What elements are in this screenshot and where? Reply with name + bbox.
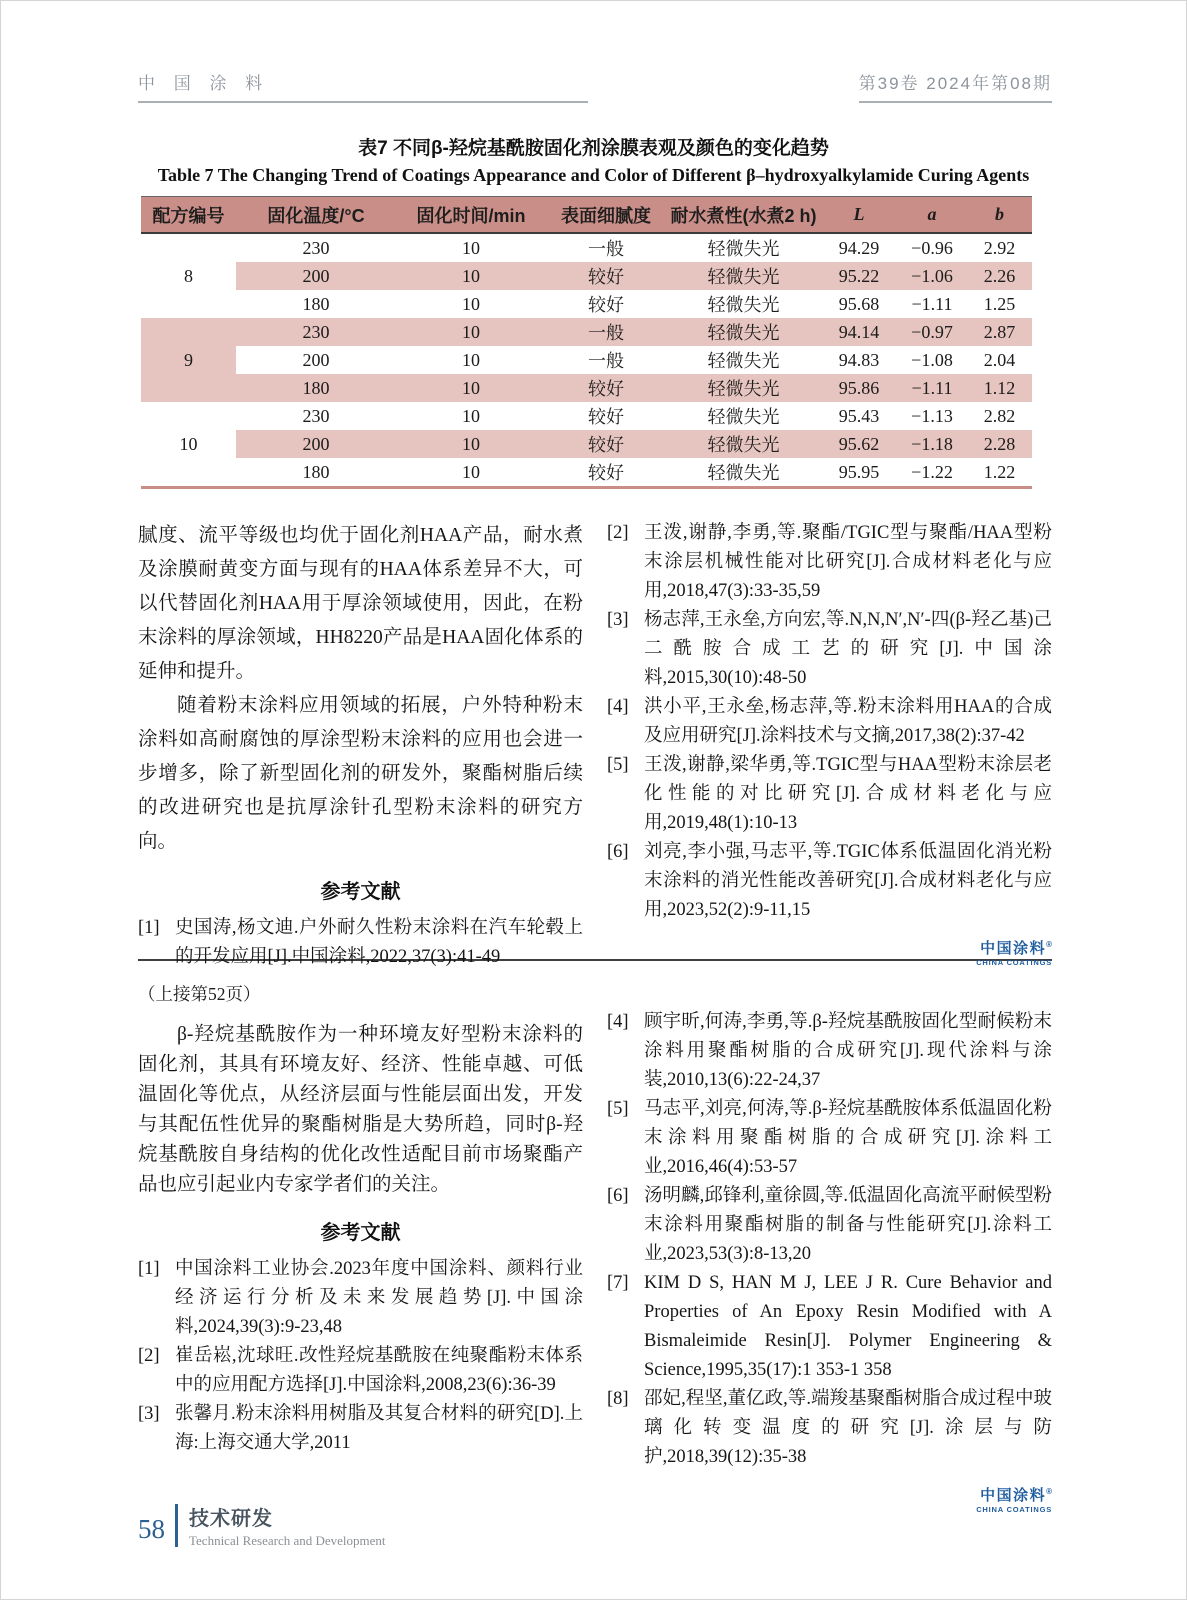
table-cell: 较好 <box>546 262 666 290</box>
reference-text: 邵妃,程坚,董亿政,等.端羧基聚酯树脂合成过程中玻璃化转变温度的研究[J].涂层与防护,2018,39(12):35-38 <box>644 1389 1052 1467</box>
reference-text: 中国涂料工业协会.2023年度中国涂料、颜料行业经济运行分析及未来发展趋势[J].中国涂料,2024,39(3):9-23,48 <box>175 1259 583 1337</box>
references-list <box>138 1255 583 1458</box>
table-cell: 95.86 <box>821 374 897 402</box>
reference-item <box>607 519 1052 606</box>
table-cell: 轻微失光 <box>666 262 821 290</box>
reference-index: [1] <box>138 1259 160 1279</box>
reference-index: [1] <box>138 918 160 938</box>
table-cell: 2.26 <box>967 262 1032 290</box>
table-cell: 10 <box>396 346 546 374</box>
logo-text-zh: 中国涂料® <box>980 1487 1052 1504</box>
table-cell: 2.82 <box>967 402 1032 430</box>
article2-left-column <box>138 1008 583 1514</box>
logo-text-en: CHINA COATINGS <box>976 1505 1052 1514</box>
table-cell: 一般 <box>546 233 666 262</box>
page-number: 58 <box>138 1514 165 1544</box>
reference-index: [5] <box>607 755 629 775</box>
table-cell: 轻微失光 <box>666 290 821 318</box>
table-cell: 一般 <box>546 346 666 374</box>
reference-item <box>607 751 1052 838</box>
table-cell: 200 <box>236 346 396 374</box>
section-title-en: Technical Research and Development <box>189 1533 386 1548</box>
footer-divider-bar <box>175 1504 178 1547</box>
table-cell: 200 <box>236 262 396 290</box>
reference-item <box>607 693 1052 751</box>
logo-text-zh: 中国涂料® <box>980 940 1052 957</box>
column-header: 耐水煮性(水煮2 h) <box>666 197 821 234</box>
table-cell: 10 <box>396 458 546 488</box>
table-cell: 2.87 <box>967 318 1032 346</box>
table-cell: −1.18 <box>897 430 967 458</box>
article1-right-column <box>607 519 1052 967</box>
reference-item <box>607 1385 1052 1472</box>
china-coatings-logo <box>607 1484 1052 1514</box>
article1 <box>138 519 1052 967</box>
table-cell: 轻微失光 <box>666 430 821 458</box>
column-header: a <box>897 197 967 234</box>
references-list <box>607 519 1052 925</box>
registered-mark-icon: ® <box>1046 940 1052 949</box>
column-header: b <box>967 197 1032 234</box>
body-paragraph: 随着粉末涂料应用领域的拓展，户外特种粉末涂料如高耐腐蚀的厚涂型粉末涂料的应用也会进一步增多，除了新型固化剂的研发外，聚酯树脂后续的改进研究也是抗厚涂针孔型粉末涂料的研究方向。 <box>138 695 583 852</box>
reference-item <box>607 1182 1052 1269</box>
table-cell: 2.04 <box>967 346 1032 374</box>
reference-index: [6] <box>607 842 629 862</box>
reference-item <box>607 1269 1052 1385</box>
reference-text: 马志平,刘亮,何涛,等.β-羟烷基酰胺体系低温固化粉末涂料用聚酯树脂的合成研究[J].涂料工业,2016,46(4):53-57 <box>644 1099 1052 1177</box>
formulation-cell: 9 <box>141 318 236 402</box>
issue-info: 第39卷 2024年第08期 <box>859 69 1052 103</box>
references-list <box>607 1008 1052 1472</box>
column-header: 配方编号 <box>141 197 236 234</box>
table-cell: 轻微失光 <box>666 233 821 262</box>
reference-text: 顾宇昕,何涛,李勇,等.β-羟烷基酰胺固化型耐候粉末涂料用聚酯树脂的合成研究[J].现代涂料与涂装,2010,13(6):22-24,37 <box>644 1012 1052 1090</box>
footer-section-block <box>189 1502 386 1549</box>
table-cell: 94.29 <box>821 233 897 262</box>
table-cell: 轻微失光 <box>666 402 821 430</box>
journal-title: 中 国 涂 料 <box>138 69 588 103</box>
column-header: 固化温度/°C <box>236 197 396 234</box>
table-cell: 1.25 <box>967 290 1032 318</box>
reference-item <box>607 1095 1052 1182</box>
table-cell: 180 <box>236 290 396 318</box>
table-cell: 10 <box>396 374 546 402</box>
table7-wrapper <box>141 196 1052 489</box>
body-paragraph: β-羟烷基酰胺作为一种环境友好型粉末涂料的固化剂，其具有环境友好、经济、性能卓越、可低温固化等优点，从经济层面与性能层面出发，开发与其配伍性优异的聚酯树脂是大势所趋，同时β-羟烷基酰胺自身结构的优化改性适配目前市场聚酯产品也应引起业内专家学者们的关注。 <box>138 1024 583 1195</box>
table-cell: 较好 <box>546 374 666 402</box>
table-cell: 230 <box>236 318 396 346</box>
table-cell: −1.22 <box>897 458 967 488</box>
table-cell: 2.92 <box>967 233 1032 262</box>
table-cell: −0.96 <box>897 233 967 262</box>
continued-note: （上接第52页） <box>138 984 261 1004</box>
table-cell: 10 <box>396 290 546 318</box>
reference-item <box>138 1255 583 1342</box>
table-cell: 230 <box>236 402 396 430</box>
reference-item <box>607 838 1052 925</box>
table-cell: 10 <box>396 262 546 290</box>
column-header: 固化时间/min <box>396 197 546 234</box>
page-header <box>138 1 1052 103</box>
formulation-cell: 10 <box>141 402 236 488</box>
table-cell: 95.68 <box>821 290 897 318</box>
reference-index: [2] <box>607 523 629 543</box>
reference-item <box>138 1342 583 1400</box>
reference-item <box>607 1008 1052 1095</box>
table-cell: 2.28 <box>967 430 1032 458</box>
page-footer <box>138 1502 386 1549</box>
table-cell: 95.95 <box>821 458 897 488</box>
reference-index: [4] <box>607 697 629 717</box>
logo-text-en: CHINA COATINGS <box>976 958 1052 967</box>
references-heading: 参考文献 <box>320 1222 401 1244</box>
body-paragraph: 腻度、流平等级也均优于固化剂HAA产品，耐水煮及涂膜耐黄变方面与现有的HAA体系差异不大，可以代替固化剂HAA用于厚涂领域使用，因此，在粉末涂料的厚涂领域，HH8220产品是HAA固化体系的延伸和提升。 <box>138 525 583 682</box>
column-header: 表面细腻度 <box>546 197 666 234</box>
table-cell: 10 <box>396 402 546 430</box>
references-list <box>138 914 583 972</box>
table-cell: 一般 <box>546 318 666 346</box>
reference-index: [2] <box>138 1346 160 1366</box>
table-cell: 10 <box>396 233 546 262</box>
table-cell: 10 <box>396 430 546 458</box>
section-title: 技术研发 <box>189 1508 273 1530</box>
reference-text: KIM D S, HAN M J, LEE J R. Cure Behavior and Properties of An Epoxy Resin Modified with A Bismaleimide Resin[J]. Polymer Engineering & Science,1995,35(17):1 353-1 358 <box>644 1273 1052 1380</box>
reference-index: [7] <box>607 1273 629 1293</box>
reference-text: 张馨月.粉末涂料用树脂及其复合材料的研究[D].上海:上海交通大学,2011 <box>175 1404 583 1453</box>
table-cell: 1.12 <box>967 374 1032 402</box>
article2-right-column <box>607 1008 1052 1514</box>
reference-index: [4] <box>607 1012 629 1032</box>
table-cell: 较好 <box>546 290 666 318</box>
table-cell: 较好 <box>546 402 666 430</box>
reference-index: [5] <box>607 1099 629 1119</box>
table-cell: 94.83 <box>821 346 897 374</box>
reference-text: 崔岳崧,沈球旺.改性羟烷基酰胺在纯聚酯粉末体系中的应用配方选择[J].中国涂料,2008,23(6):36-39 <box>175 1346 583 1395</box>
table-cell: −1.11 <box>897 290 967 318</box>
table7-title-en: Table 7 The Changing Trend of Coatings Appearance and Color of Different β–hydroxyalkylamide Curing Agents <box>157 165 1030 185</box>
reference-text: 王泼,谢静,梁华勇,等.TGIC型与HAA型粉末涂层老化性能的对比研究[J].合成材料老化与应用,2019,48(1):10-13 <box>644 755 1052 833</box>
table-cell: 94.14 <box>821 318 897 346</box>
table-cell: −1.08 <box>897 346 967 374</box>
table-cell: −1.11 <box>897 374 967 402</box>
table-cell: 230 <box>236 233 396 262</box>
table-cell: 10 <box>396 318 546 346</box>
reference-index: [3] <box>607 610 629 630</box>
registered-mark-icon: ® <box>1046 1487 1052 1496</box>
reference-index: [6] <box>607 1186 629 1206</box>
table-cell: 较好 <box>546 430 666 458</box>
table-cell: 200 <box>236 430 396 458</box>
reference-text: 杨志萍,王永垒,方向宏,等.N,N,N′,N′-四(β-羟乙基)己二酰胺合成工艺的研究[J].中国涂料,2015,30(10):48-50 <box>644 610 1052 688</box>
table-cell: −1.06 <box>897 262 967 290</box>
reference-index: [8] <box>607 1389 629 1409</box>
reference-item <box>607 606 1052 693</box>
table-cell: 180 <box>236 374 396 402</box>
reference-item <box>138 1400 583 1458</box>
reference-text: 汤明麟,邱锋利,童徐圆,等.低温固化高流平耐候型粉末涂料用聚酯树脂的制备与性能研究[J].涂料工业,2023,53(3):8-13,20 <box>644 1186 1052 1264</box>
article1-left-column <box>138 519 583 967</box>
table-cell: 轻微失光 <box>666 458 821 488</box>
reference-index: [3] <box>138 1404 160 1424</box>
table-cell: 180 <box>236 458 396 488</box>
reference-item <box>138 914 583 972</box>
article2 <box>138 1008 1052 1514</box>
table-cell: 轻微失光 <box>666 318 821 346</box>
table-cell: 95.22 <box>821 262 897 290</box>
column-header: L <box>821 197 897 234</box>
table-cell: 95.62 <box>821 430 897 458</box>
references-heading: 参考文献 <box>320 881 401 903</box>
table7-title-zh: 表7 不同β-羟烷基酰胺固化剂涂膜表观及颜色的变化趋势 <box>358 138 829 159</box>
table-cell: 1.22 <box>967 458 1032 488</box>
table-cell: 95.43 <box>821 402 897 430</box>
table-cell: −1.13 <box>897 402 967 430</box>
table-cell: 轻微失光 <box>666 374 821 402</box>
table-cell: 较好 <box>546 458 666 488</box>
table-cell: −0.97 <box>897 318 967 346</box>
reference-text: 刘亮,李小强,马志平,等.TGIC体系低温固化消光粉末涂料的消光性能改善研究[J].合成材料老化与应用,2023,52(2):9-11,15 <box>644 842 1052 920</box>
table-cell: 轻微失光 <box>666 346 821 374</box>
reference-text: 史国涛,杨文迪.户外耐久性粉末涂料在汽车轮毂上的开发应用[J].中国涂料,2022,37(3):41-49 <box>175 918 583 967</box>
china-coatings-logo <box>607 937 1052 967</box>
table7 <box>141 196 1032 489</box>
reference-text: 王泼,谢静,李勇,等.聚酯/TGIC型与聚酯/HAA型粉末涂层机械性能对比研究[J].合成材料老化与应用,2018,47(3):33-35,59 <box>644 523 1052 601</box>
formulation-cell: 8 <box>141 233 236 318</box>
reference-text: 洪小平,王永垒,杨志萍,等.粉末涂料用HAA的合成及应用研究[J].涂料技术与文摘,2017,38(2):37-42 <box>644 697 1052 746</box>
